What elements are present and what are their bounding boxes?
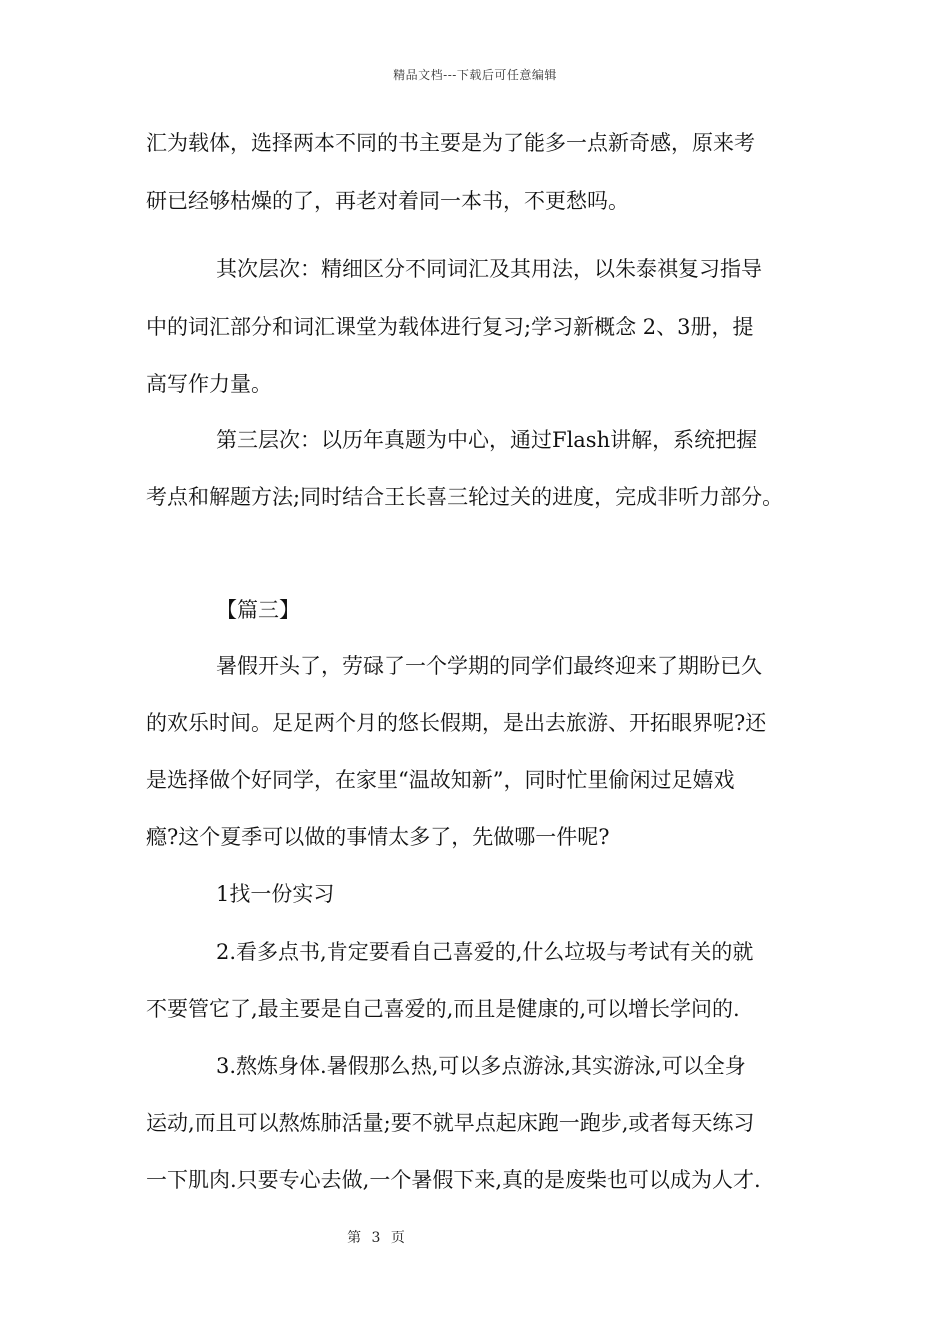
text-line: 瘾?这个夏季可以做的事情太多了，先做哪一件呢? [146,825,610,849]
page-number: 3 [371,1230,381,1246]
text-line: 汇为载体，选择两本不同的书主要是为了能多一点新奇感，原来考 [146,131,755,155]
page-number-suffix: 页 [390,1230,405,1246]
list-item: 1找一份实习 [216,882,335,906]
text-line: 一下肌肉.只要专心去做,一个暑假下来,真的是废柴也可以成为人才. [146,1168,761,1192]
page-header: 精品文档---下载后可任意编辑 [393,68,557,82]
text-line: 高写作力量。 [146,372,272,396]
text-line: 研已经够枯燥的了，再老对着同一本书，不更愁吗。 [146,189,629,213]
page-footer [0,1227,752,1247]
list-item: 2.看多点书,肯定要看自己喜爱的,什么垃圾与考试有关的就 [216,940,754,964]
text-line: 不要管它了,最主要是自己喜爱的,而且是健康的,可以增长学问的. [146,997,740,1021]
text-line: 考点和解题方法;同时结合王长喜三轮过关的进度，完成非听力部分。 [146,485,784,509]
text-line: 是选择做个好同学，在家里“温故知新”，同时忙里偷闲过足嬉戏 [146,768,735,792]
paragraph-first-line: 其次层次：精细区分不同词汇及其用法，以朱泰祺复习指导 [216,257,762,281]
text-line: 的欢乐时间。足足两个月的悠长假期，是出去旅游、开拓眼界呢?还 [146,711,767,735]
paragraph-first-line: 暑假开头了，劳碌了一个学期的同学们最终迎来了期盼已久 [216,654,762,678]
page-number-prefix: 第 [347,1230,362,1246]
list-item: 3.熬炼身体.暑假那么热,可以多点游泳,其实游泳,可以全身 [216,1054,746,1078]
text-line: 中的词汇部分和词汇课堂为载体进行复习;学习新概念 2、3册，提 [146,315,754,339]
text-line: 运动,而且可以熬炼肺活量;要不就早点起床跑一跑步,或者每天练习 [146,1111,755,1135]
paragraph-first-line: 第三层次：以历年真题为中心，通过Flash讲解，系统把握 [216,428,758,452]
section-heading: 【篇三】 [216,598,300,622]
